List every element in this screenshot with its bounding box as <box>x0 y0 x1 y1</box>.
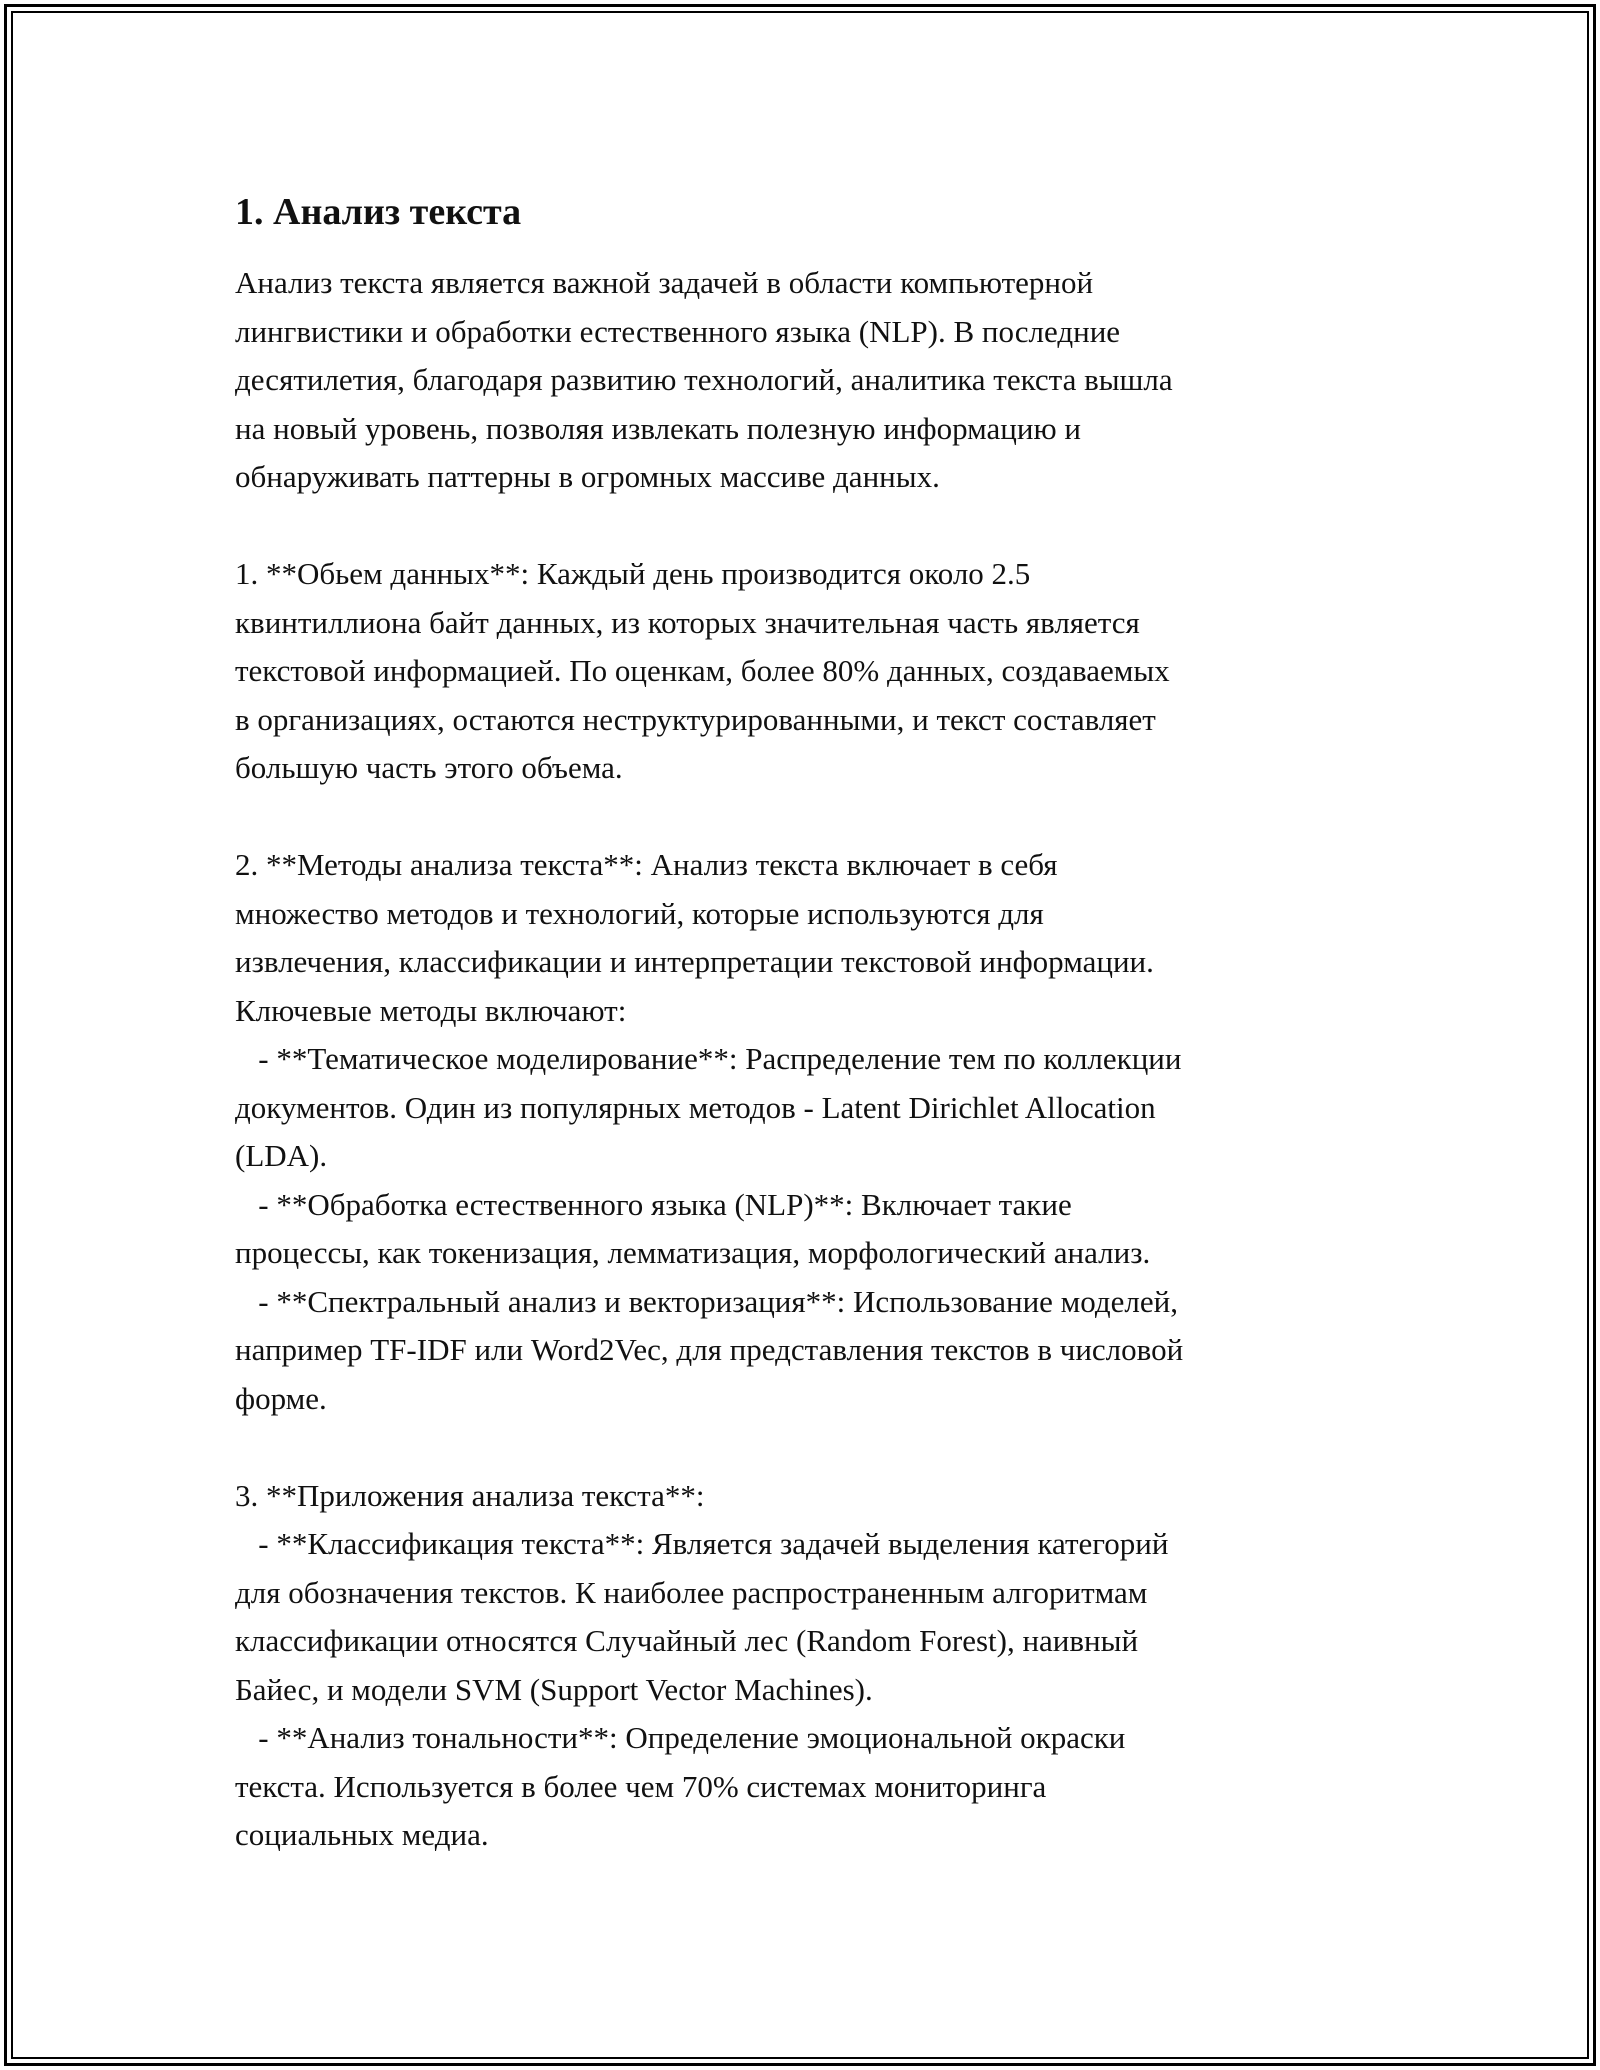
text-line: десятилетия, благодаря развитию технологий, аналитика текста вышла <box>235 362 1173 397</box>
text-line: процессы, как токенизация, лемматизация, морфологический анализ. <box>235 1235 1151 1270</box>
text-line: Байес, и модели SVM (Support Vector Machines). <box>235 1671 873 1707</box>
text-line: форме. <box>235 1380 327 1416</box>
text-line: для обозначения текстов. К наиболее распространенным алгоритмам <box>235 1574 1148 1610</box>
text-line: квинтиллиона байт данных, из которых значительная часть является <box>235 604 1140 640</box>
text-line: - **Тематическое моделирование**: Распределение тем по коллекции <box>235 1041 1182 1076</box>
text-line: 2. **Методы анализа текста**: Анализ текста включает в себя <box>235 847 1058 882</box>
text-line: на новый уровень, позволяя извлекать полезную информацию и <box>235 410 1081 446</box>
applications-paragraph <box>235 1472 1415 1860</box>
text-line: например TF-IDF или Word2Vec, для представления текстов в числовой <box>235 1332 1184 1367</box>
text-line: - **Анализ тональности**: Определение эмоциональной окраски <box>235 1720 1126 1755</box>
text-line: текстовой информацией. По оценкам, более 80% данных, создаваемых <box>235 653 1170 688</box>
text-line: текста. Используется в более чем 70% системах мониторинга <box>235 1768 1047 1804</box>
document-body <box>235 185 1415 1908</box>
methods-paragraph <box>235 841 1415 1423</box>
text-line: - **Спектральный анализ и векторизация**: Использование моделей, <box>235 1283 1179 1319</box>
text-line: Ключевые методы включают: <box>235 992 627 1028</box>
text-line: в организациях, остаются неструктурированными, и текст составляет <box>235 701 1156 737</box>
text-line: (LDA). <box>235 1138 328 1173</box>
data-volume-paragraph <box>235 550 1415 793</box>
text-line: извлечения, классификации и интерпретации текстовой информации. <box>235 944 1154 979</box>
document-paragraphs <box>235 259 1415 1860</box>
text-line: множество методов и технологий, которые используются для <box>235 895 1044 931</box>
text-line: лингвистики и обработки естественного языка (NLP). В последние <box>235 313 1121 349</box>
text-line: классификации относятся Случайный лес (Random Forest), наивный <box>235 1623 1139 1658</box>
text-line: документов. Один из популярных методов - Latent Dirichlet Allocation <box>235 1089 1156 1125</box>
text-line: социальных медиа. <box>235 1817 489 1852</box>
text-line: 3. **Приложения анализа текста**: <box>235 1477 705 1513</box>
text-line: - **Классификация текста**: Является задачей выделения категорий <box>235 1526 1169 1561</box>
text-line: большую часть этого объема. <box>235 750 623 785</box>
text-line: 1. **Обьем данных**: Каждый день производится около 2.5 <box>235 556 1031 591</box>
text-line: Анализ текста является важной задачей в области компьютерной <box>235 265 1094 300</box>
text-line: - **Обработка естественного языка (NLP)**: Включает такие <box>235 1186 1072 1222</box>
intro-paragraph <box>235 259 1415 502</box>
document-title: 1. Анализ текста <box>235 191 522 233</box>
text-line: обнаруживать паттерны в огромных массиве данных. <box>235 459 940 494</box>
